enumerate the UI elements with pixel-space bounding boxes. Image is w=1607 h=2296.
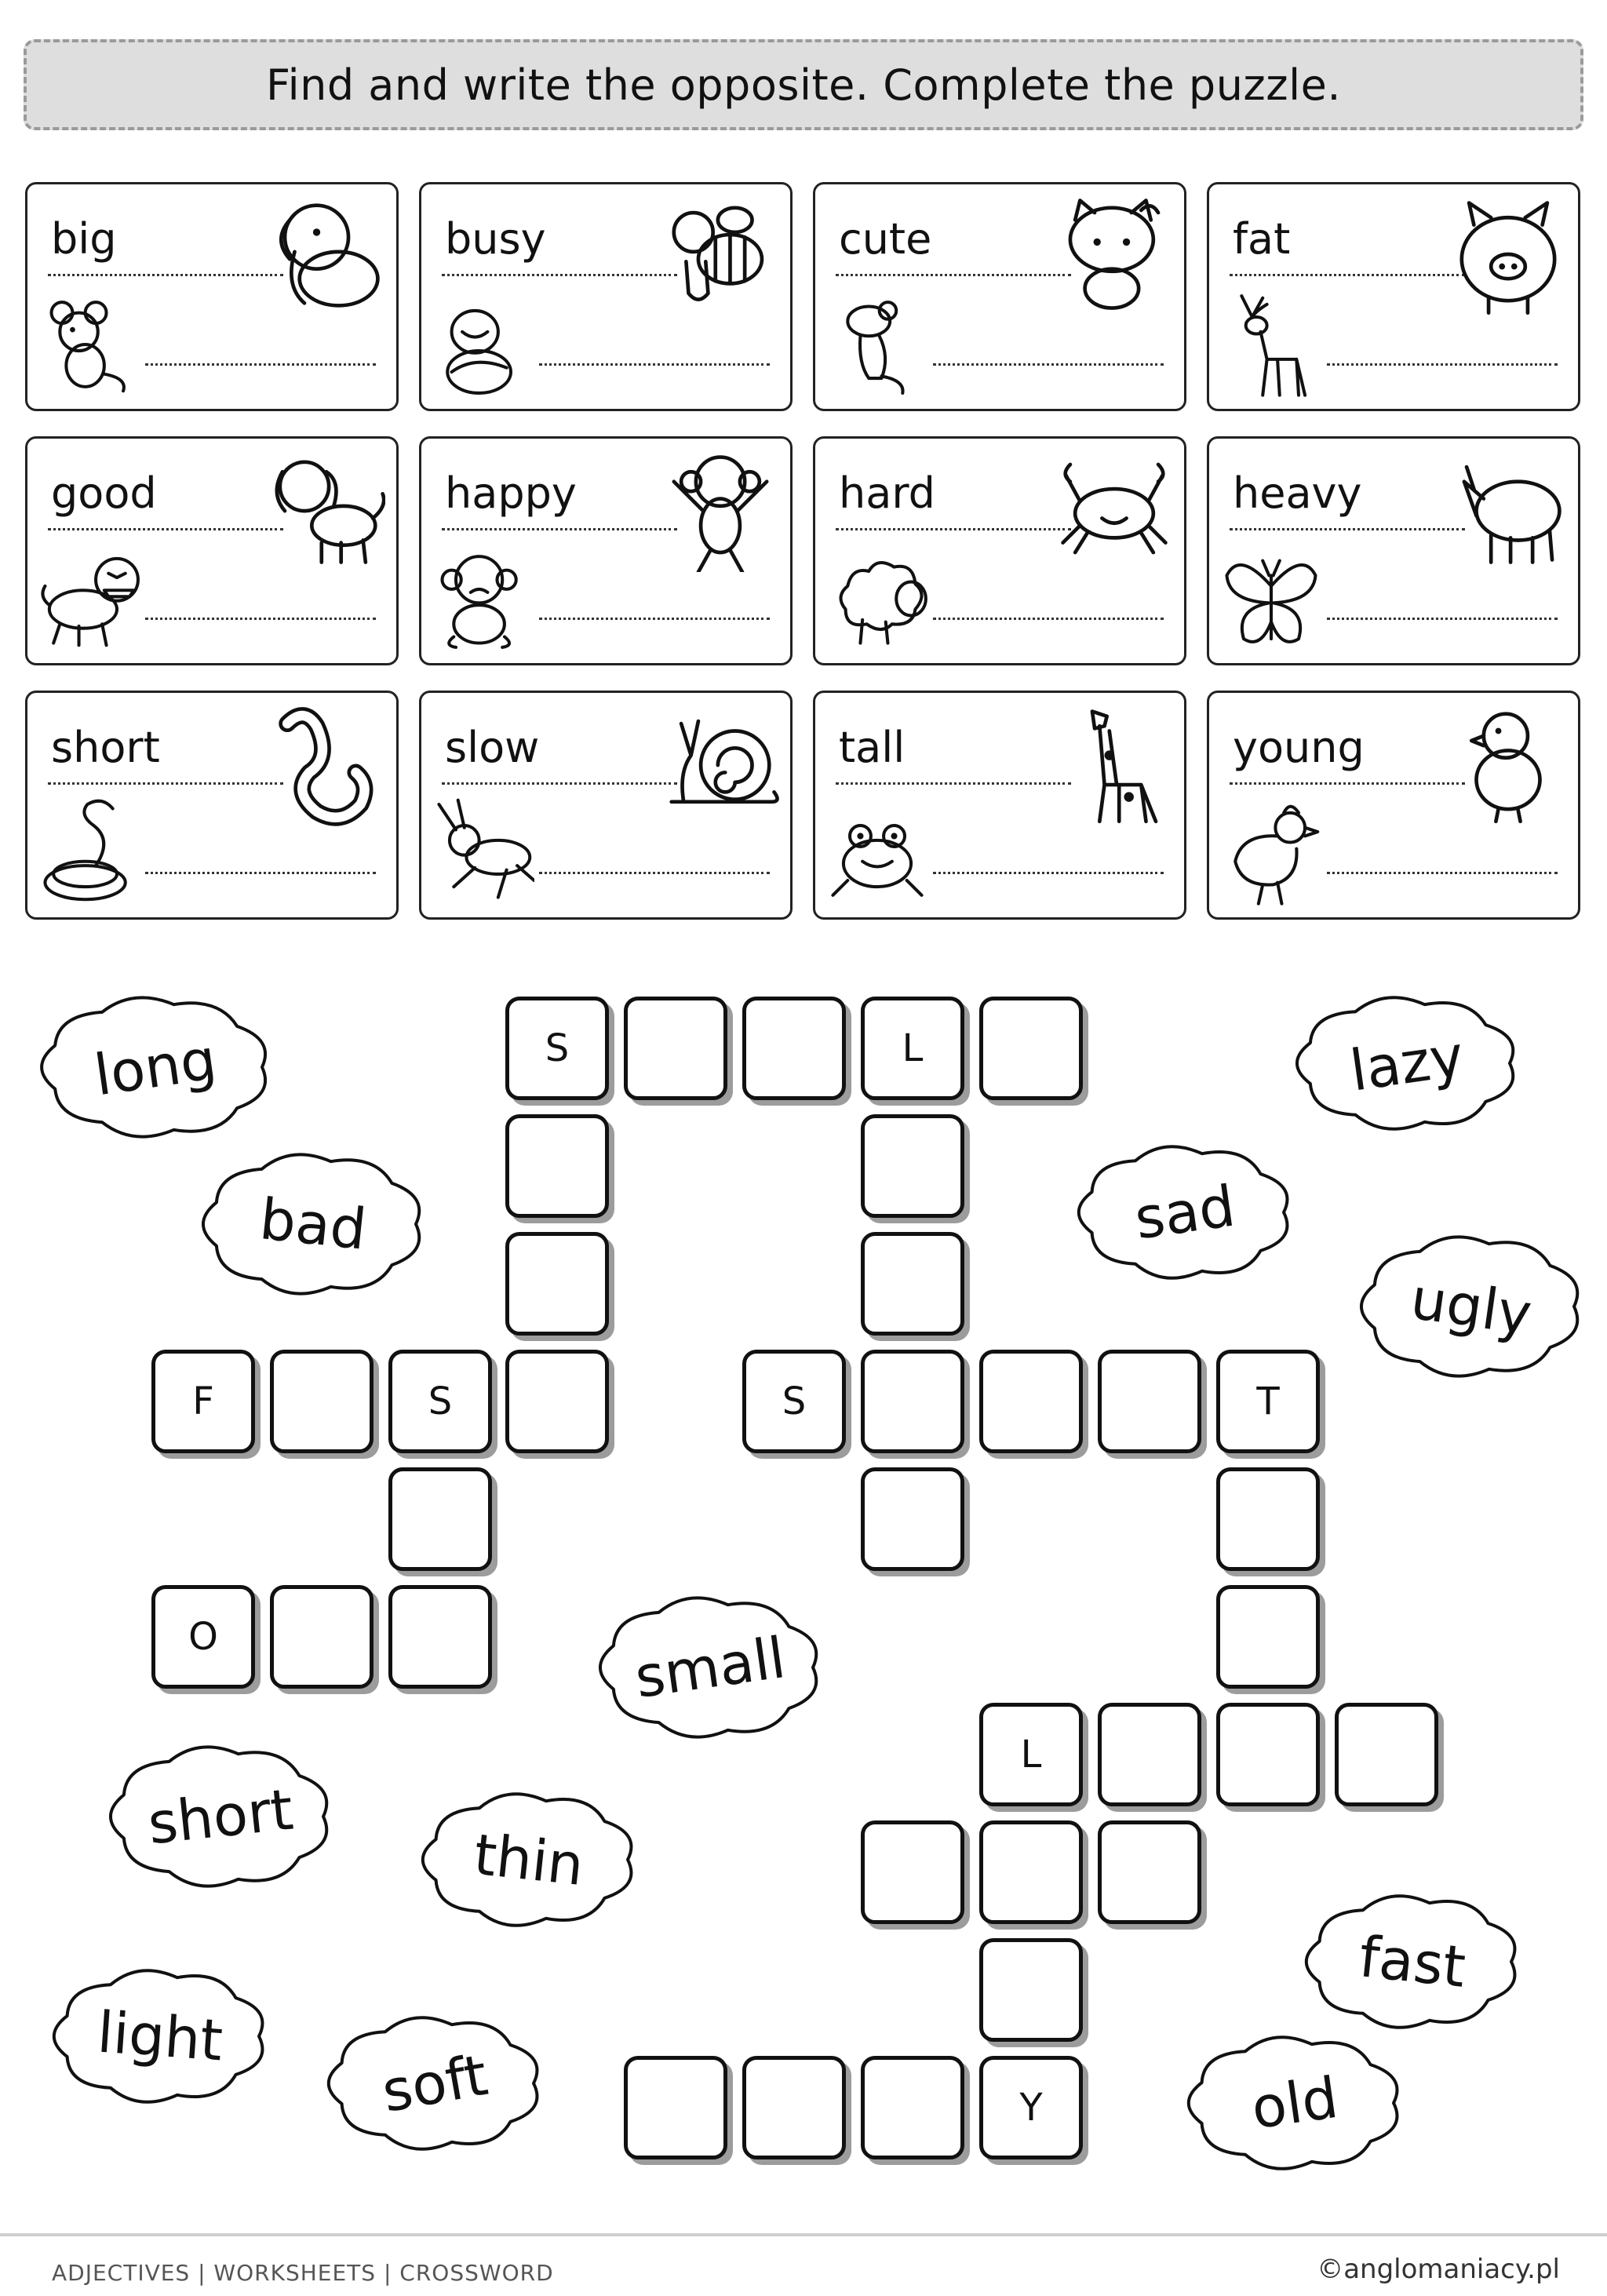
crossword-cell[interactable] (1335, 1703, 1438, 1806)
bee-icon (661, 191, 779, 321)
footer-divider (0, 2233, 1607, 2236)
answer-line[interactable] (48, 782, 283, 785)
answer-line[interactable] (539, 872, 770, 874)
cloud-word: old (1247, 2064, 1343, 2142)
crossword-cell-given[interactable] (742, 1350, 846, 1453)
puppy-icon (268, 445, 385, 575)
word-card-big (25, 182, 399, 411)
word-cloud-lazy (1293, 993, 1521, 1134)
crossword-cell[interactable] (1216, 1585, 1320, 1689)
crossword-cell[interactable] (861, 2056, 964, 2159)
sheep-icon (826, 544, 928, 657)
answer-line[interactable] (1230, 274, 1465, 276)
card-word: slow (445, 723, 540, 772)
answer-line[interactable] (1327, 872, 1558, 874)
given-letter: L (902, 1026, 924, 1070)
sloth-icon (432, 290, 534, 403)
card-word: tall (839, 723, 906, 772)
card-word: fat (1233, 214, 1291, 264)
crossword-cell[interactable] (505, 1114, 609, 1218)
footer-site: anglomaniacy.pl (1343, 2254, 1560, 2285)
word-cloud-old (1185, 2032, 1405, 2174)
rat-icon (826, 290, 928, 403)
crossword-cell-given[interactable] (151, 1350, 255, 1453)
card-word: young (1233, 723, 1365, 772)
card-word: short (51, 723, 160, 772)
answer-line[interactable] (539, 618, 770, 620)
cloud-word: short (144, 1776, 297, 1857)
sad-monkey-icon (432, 544, 534, 657)
crossword-cell[interactable] (979, 1820, 1083, 1924)
mouse-icon (38, 290, 140, 403)
answer-line[interactable] (48, 274, 283, 276)
cloud-word: thin (471, 1820, 587, 1899)
worm-icon (268, 699, 385, 829)
word-card-cute (813, 182, 1186, 411)
crossword-cell[interactable] (270, 1350, 374, 1453)
crab-icon (1055, 445, 1173, 575)
instruction-text: Find and write the opposite. Complete the puzzle. (265, 60, 1342, 110)
crossword-cell[interactable] (979, 1938, 1083, 2042)
crossword-cell[interactable] (979, 997, 1083, 1100)
answer-line[interactable] (145, 363, 376, 366)
crossword-cell[interactable] (861, 1820, 964, 1924)
hen-icon (1220, 798, 1322, 911)
instruction-banner (24, 39, 1583, 130)
answer-line[interactable] (1230, 782, 1465, 785)
given-letter: S (428, 1379, 453, 1423)
word-card-fat (1207, 182, 1580, 411)
answer-line[interactable] (442, 528, 677, 530)
answer-line[interactable] (145, 872, 376, 874)
word-card-busy (419, 182, 793, 411)
word-card-young (1207, 691, 1580, 920)
word-card-short (25, 691, 399, 920)
card-word: heavy (1233, 468, 1362, 518)
crossword-cell-given[interactable] (1216, 1350, 1320, 1453)
given-letter: O (188, 1615, 218, 1659)
crossword-cell[interactable] (624, 2056, 727, 2159)
crossword-cell[interactable] (270, 1585, 374, 1689)
given-letter: S (782, 1379, 807, 1423)
crossword-cell-given[interactable] (505, 997, 609, 1100)
word-card-heavy (1207, 436, 1580, 665)
word-cloud-soft (325, 2013, 545, 2154)
cloud-word: bad (257, 1186, 370, 1263)
crossword-cell-given[interactable] (388, 1350, 492, 1453)
snail-icon (661, 699, 779, 829)
crossword-cell[interactable] (979, 1350, 1083, 1453)
footer-brand (1317, 2254, 1560, 2285)
answer-line[interactable] (836, 528, 1071, 530)
crossword-cell[interactable] (742, 2056, 846, 2159)
answer-line[interactable] (933, 363, 1164, 366)
word-cloud-short (107, 1742, 334, 1891)
crossword-cell[interactable] (742, 997, 846, 1100)
crossword-cell[interactable] (861, 1467, 964, 1571)
word-card-hard (813, 436, 1186, 665)
answer-line[interactable] (1230, 528, 1465, 530)
crossword-cell[interactable] (1216, 1703, 1320, 1806)
word-cloud-small (596, 1593, 824, 1742)
crossword-cell[interactable] (1098, 1820, 1201, 1924)
answer-line[interactable] (836, 274, 1071, 276)
crossword-cell[interactable] (388, 1585, 492, 1689)
given-letter: L (1020, 1733, 1042, 1777)
cloud-word: soft (377, 2042, 493, 2125)
crossword-cell-given[interactable] (979, 2056, 1083, 2159)
frog-icon (826, 798, 928, 911)
rabbit-icon (432, 798, 534, 911)
crossword-cell[interactable] (1098, 1350, 1201, 1453)
word-card-good (25, 436, 399, 665)
angry-dog-icon (38, 544, 140, 657)
crossword-cell-given[interactable] (151, 1585, 255, 1689)
rhino-icon (1449, 445, 1567, 575)
monkey-icon (661, 445, 779, 575)
given-letter: S (545, 1026, 570, 1070)
crossword-cell[interactable] (861, 1232, 964, 1336)
given-letter: F (192, 1379, 214, 1423)
given-letter: Y (1019, 2086, 1043, 2130)
word-cloud-light (50, 1966, 270, 2107)
word-card-happy (419, 436, 793, 665)
cloud-word: lazy (1346, 1022, 1468, 1104)
pig-icon (1449, 191, 1567, 321)
crossword-cell[interactable] (505, 1350, 609, 1453)
crossword-cell[interactable] (505, 1232, 609, 1336)
crossword-cell[interactable] (861, 1114, 964, 1218)
answer-line[interactable] (145, 618, 376, 620)
giraffe-icon (1055, 699, 1173, 829)
word-cloud-thin (419, 1789, 639, 1930)
deer-icon (1220, 290, 1322, 403)
answer-line[interactable] (539, 363, 770, 366)
copyright-icon: © (1317, 2254, 1344, 2285)
crossword-cell[interactable] (861, 1350, 964, 1453)
word-card-tall (813, 691, 1186, 920)
card-word: cute (839, 214, 932, 264)
butterfly-icon (1220, 544, 1322, 657)
word-cloud-fast (1303, 1891, 1522, 2032)
word-cloud-ugly (1357, 1232, 1585, 1381)
cloud-word: long (90, 1026, 220, 1109)
answer-line[interactable] (1327, 363, 1558, 366)
crossword-cell-given[interactable] (861, 997, 964, 1100)
cloud-word: small (631, 1624, 789, 1711)
answer-line[interactable] (836, 782, 1071, 785)
crossword-cell-given[interactable] (979, 1703, 1083, 1806)
crossword-cell[interactable] (624, 997, 727, 1100)
elephant-icon (268, 191, 385, 321)
kitty-icon (1055, 191, 1173, 321)
card-word: busy (445, 214, 546, 264)
answer-line[interactable] (442, 782, 677, 785)
word-cloud-sad (1075, 1142, 1295, 1283)
card-word: good (51, 468, 157, 518)
word-cloud-bad (199, 1150, 427, 1299)
card-word: happy (445, 468, 577, 518)
cloud-word: light (95, 1999, 225, 2074)
answer-line[interactable] (1327, 618, 1558, 620)
footer-tags: ADJECTIVES | WORKSHEETS | CROSSWORD (52, 2260, 554, 2286)
word-cloud-long (38, 993, 273, 1142)
cloud-word: sad (1131, 1172, 1239, 1252)
card-word: hard (839, 468, 935, 518)
snake-icon (38, 798, 140, 911)
cloud-word: fast (1356, 1923, 1469, 2000)
given-letter: T (1256, 1379, 1280, 1423)
cloud-word: ugly (1406, 1265, 1536, 1348)
answer-line[interactable] (48, 528, 283, 530)
answer-line[interactable] (442, 274, 677, 276)
crossword-cell[interactable] (1216, 1467, 1320, 1571)
answer-line[interactable] (933, 618, 1164, 620)
crossword-cell[interactable] (388, 1467, 492, 1571)
answer-line[interactable] (933, 872, 1164, 874)
card-word: big (51, 214, 117, 264)
crossword-cell[interactable] (1098, 1703, 1201, 1806)
chick-icon (1449, 699, 1567, 829)
word-card-slow (419, 691, 793, 920)
